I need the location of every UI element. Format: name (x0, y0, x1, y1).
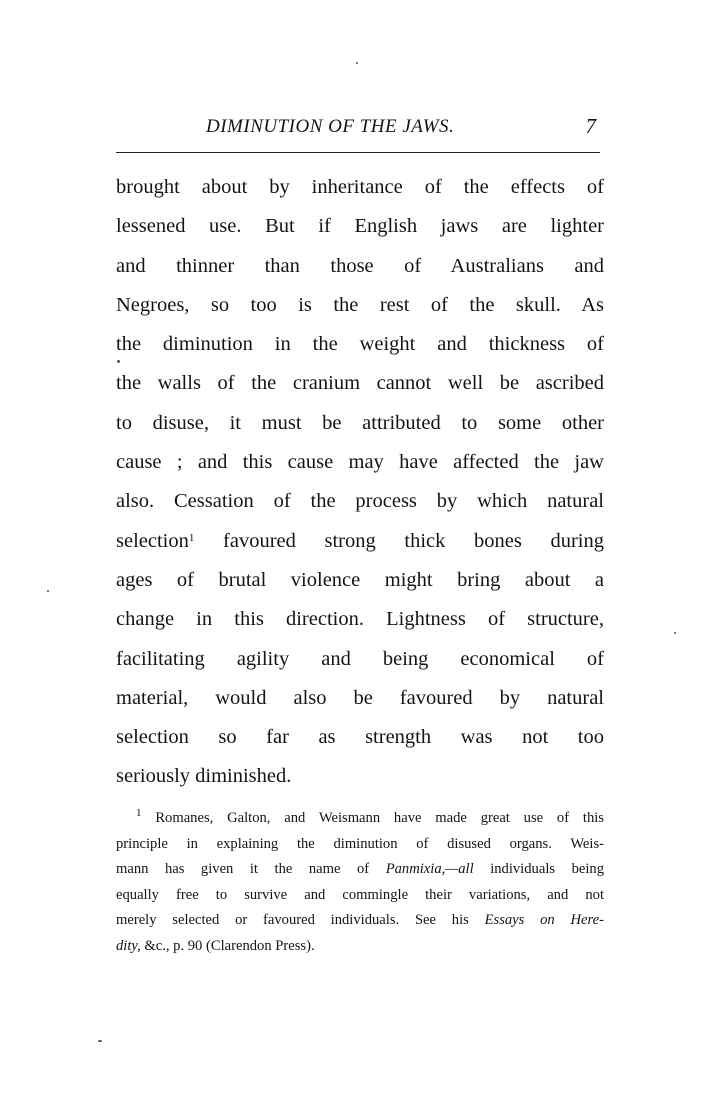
footnote-text: merely selected or favoured individuals. See his (116, 912, 469, 929)
text-line: facilitating agility and being economical of (116, 647, 604, 670)
text-line: material, would also be favoured by natural (116, 686, 604, 709)
header-rule (116, 152, 600, 153)
page-number: 7 (585, 114, 596, 138)
selection-word: selection (116, 529, 189, 552)
footnote-line (116, 857, 604, 883)
text-line-rest: favoured strong thick bones during (223, 529, 604, 552)
scan-speck (98, 1040, 102, 1042)
text-line: and thinner than those of Australians and (116, 254, 604, 277)
footnote-line (116, 934, 604, 960)
text-line: brought about by inheritance of the effects of (116, 176, 604, 198)
text-line: to disuse, it must be attributed to some other (116, 411, 604, 434)
text-line: lessened use. But if English jaws are lighter (116, 215, 604, 238)
footnote-line (116, 806, 604, 832)
footnote-text: &c., p. 90 (Clarendon Press). (144, 937, 315, 954)
scan-speck (117, 360, 120, 363)
footnote-marker: 1 (136, 807, 142, 819)
text-line: also. Cessation of the process by which natural (116, 490, 604, 513)
text-line (116, 522, 604, 561)
text-line: seriously diminished. (116, 765, 292, 788)
footnote-line (116, 908, 604, 934)
footnote-reference[interactable]: 1 (188, 531, 195, 544)
text-line: the diminution in the weight and thickness of (116, 333, 604, 356)
footnote-italic-title: Essays on Here- (484, 912, 604, 929)
scan-speck (356, 62, 358, 64)
running-title: DIMINUTION OF THE JAWS. (206, 116, 455, 137)
page-header (116, 112, 602, 142)
text-line: the walls of the cranium cannot well be ascribed (116, 372, 604, 395)
scan-speck (47, 590, 49, 592)
footnote-italic-title: dity, (116, 937, 141, 954)
scan-speck (674, 632, 676, 634)
text-line: change in this direction. Lightness of structure, (116, 608, 604, 631)
footnote-text: individuals being (490, 861, 604, 878)
footnote-italic-term: Panmixia,—all (385, 861, 474, 878)
text-line: cause ; and this cause may have affected the jaw (116, 451, 604, 474)
body-text (116, 168, 604, 797)
text-line: ages of brutal violence might bring about a (116, 568, 604, 591)
text-line: Negroes, so too is the rest of the skull. As (116, 293, 604, 316)
footnote-line: equally free to survive and commingle their variations, and not (116, 886, 604, 903)
footnote-line: principle in explaining the diminution of disused organs. Weis- (116, 835, 604, 852)
footnote-text: mann has given it the name of (116, 861, 370, 878)
footnote-text: Romanes, Galton, and Weismann have made great use of this (155, 810, 604, 826)
text-line: selection so far as strength was not too (116, 726, 604, 749)
footnote (116, 806, 604, 960)
